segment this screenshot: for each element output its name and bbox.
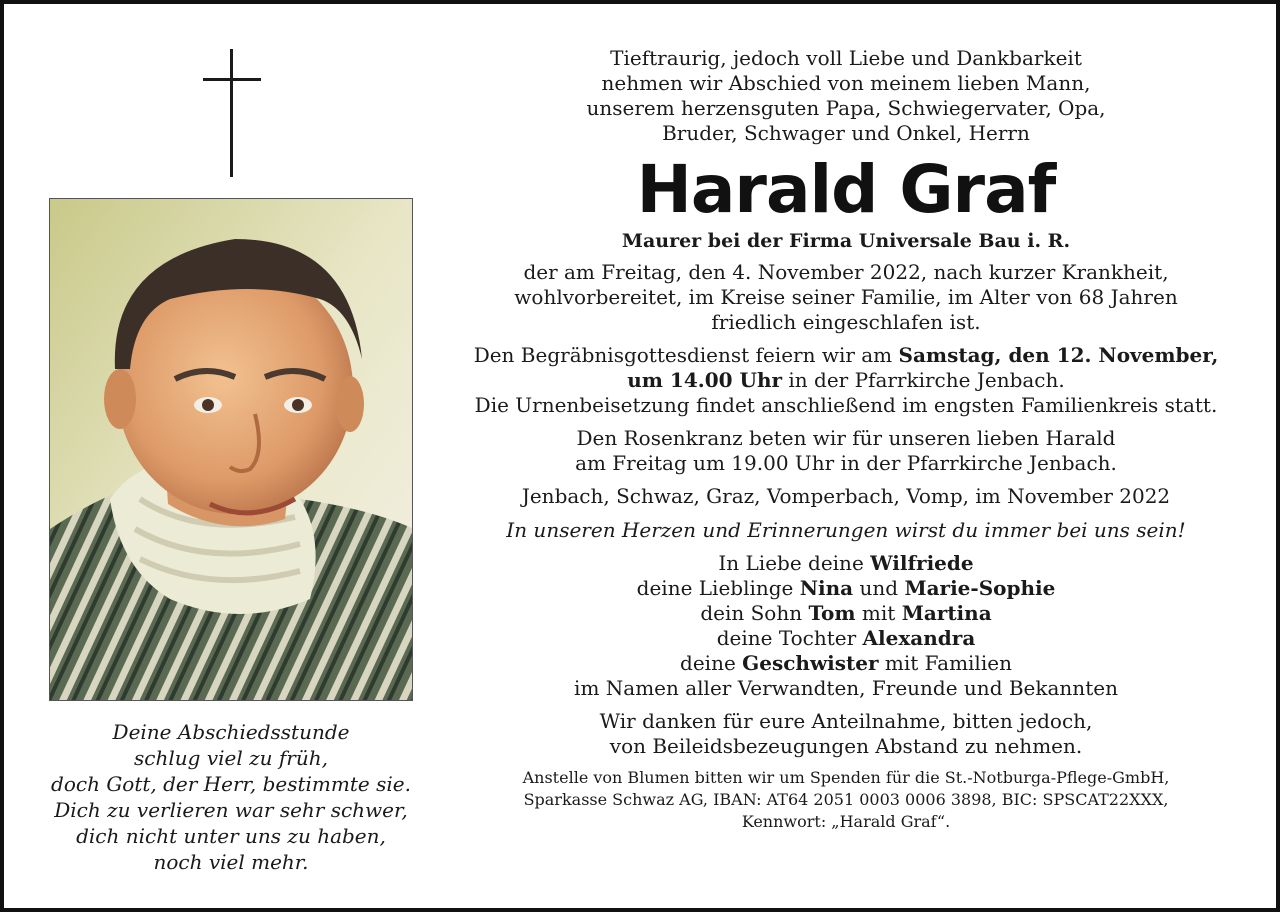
poem-line: doch Gott, der Herr, bestimmte sie. [51, 772, 411, 796]
notice-text [466, 46, 1226, 833]
poem-line: schlug viel zu früh, [134, 746, 328, 770]
donation-info: Anstelle von Blumen bitten wir um Spenden für die St.-Notburga-Pflege-GmbH, Sparkasse Schwaz AG, IBAN: AT64 2051 0003 0006 3898, BIC: SPSCAT22XXX, Kennwort: „Harald Graf“. [522, 768, 1170, 831]
poem-line: noch viel mehr. [153, 850, 309, 874]
intro-text: Tieftraurig, jedoch voll Liebe und Dankbarkeit nehmen wir Abschied von meinem lieben Mann, unserem herzensguten Papa, Schwiegervater, Opa, Bruder, Schwager und Onkel, Herrn [586, 46, 1106, 145]
poem-line: Dich zu verlieren war sehr schwer, [54, 798, 408, 822]
places-date: Jenbach, Schwaz, Graz, Vomperbach, Vomp, im November 2022 [521, 484, 1171, 508]
portrait-photo [49, 198, 413, 701]
poem-line: Deine Abschiedsstunde [112, 720, 350, 744]
poem-line: dich nicht unter uns zu haben, [76, 824, 386, 848]
motto: In unseren Herzen und Erinnerungen wirst du immer bei uns sein! [506, 518, 1186, 542]
occupation: Maurer bei der Firma Universale Bau i. R. [621, 230, 1071, 252]
memorial-poem [34, 719, 428, 875]
death-notice: der am Freitag, den 4. November 2022, nach kurzer Krankheit, wohlvorbereitet, im Kreise seiner Familie, im Alter von 68 Jahren friedlich eingeschlafen ist. [514, 260, 1178, 334]
funeral-info: Den Begräbnisgottesdienst feiern wir am Samstag, den 12. November, um 14.00 Uhr in der Pfarrkirche Jenbach. Die Urnenbeisetzung findet anschließend im engsten Familienkreis statt. [473, 343, 1219, 417]
funeral-time: um 14.00 Uhr [627, 368, 783, 392]
deceased-name: Harald Graf [636, 151, 1056, 228]
funeral-date: Samstag, den 12. November, [898, 343, 1219, 367]
cross-icon [203, 49, 261, 177]
rosary-info: Den Rosenkranz beten wir für unseren lieben Harald am Freitag um 19.00 Uhr in der Pfarrkirche Jenbach. [575, 426, 1117, 475]
family-list: In Liebe deine Wilfriede deine Lieblinge Nina und Marie-Sophie dein Sohn Tom mit Martina deine Tochter Alexandra deine Geschwister mit Familien im Namen aller Verwandten, Freunde und Bekannten [574, 551, 1118, 700]
thanks-text: Wir danken für eure Anteilnahme, bitten jedoch, von Beileidsbezeugungen Abstand zu nehmen. [599, 709, 1093, 758]
